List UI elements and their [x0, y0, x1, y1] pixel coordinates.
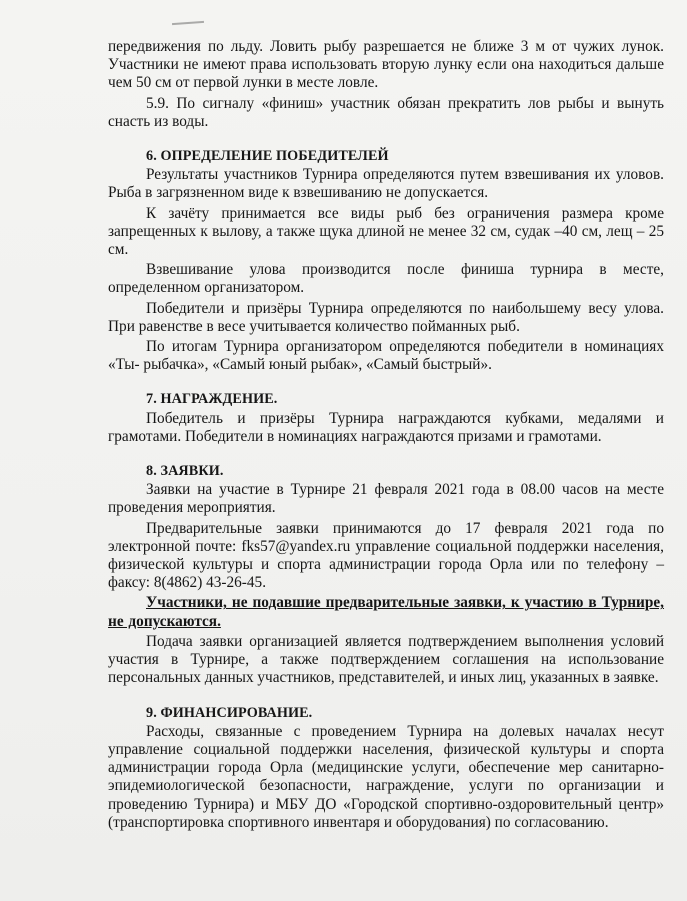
section-8-paragraph-3: Подача заявки организацией является подтверждением выполнения условий участия в Турнире, а также подтверждением соглашения на использование персональных данных участников, представителей, и иных лиц, указанных в заявке. — [108, 632, 664, 687]
section-7-paragraph-1: Победитель и призёры Турнира награждаются кубками, медалями и грамотами. Победители в номинациях награждаются призами и грамотами. — [108, 409, 664, 445]
section-6-paragraph-1: Результаты участников Турнира определяются путем взвешивания их уловов. Рыба в загрязненном виде к взвешиванию не допускается. — [108, 166, 664, 202]
section-8-paragraph-1: Заявки на участие в Турнире 21 февраля 2021 года в 08.00 часов на месте проведения мероприятия. — [108, 481, 664, 517]
section-7-heading: 7. НАГРАЖДЕНИЕ. — [146, 391, 278, 408]
section-9-heading: 9. ФИНАНСИРОВАНИЕ. — [146, 704, 313, 721]
section-9-paragraph-1: Расходы, связанные с проведением Турнира на долевых началах несут управление социальной поддержки населения, физической культуры и спорта администрации города Орла (медицинские услуги, обеспечение мер санитарно-эпидемиологической безопасности, награждение, услуги по организации и проведению Турнира) и МБУ ДО «Городской спортивно-оздоровительный центр» (транспортировка спортивного инвентаря и оборудования) по согласованию. — [108, 722, 664, 831]
section-6-paragraph-4: Победители и призёры Турнира определяются по наибольшему весу улова. При равенстве в весе учитывается количество пойманных рыб. — [108, 299, 664, 335]
section-8-paragraph-2: Предварительные заявки принимаются до 17 февраля 2021 года по электронной почте: fks57@yandex.ru управление социальной поддержки населения, физической культуры и спорта администрации города Орла или по телефону – факсу: 8(4862) 43-26-45. — [108, 519, 664, 592]
section-6-paragraph-3: Взвешивание улова производится после финиша турнира в месте, определенном организатором. — [108, 261, 664, 297]
scan-artifact — [172, 21, 204, 25]
document-body — [108, 38, 664, 834]
paragraph-fishing-rules: передвижения по льду. Ловить рыбу разрешается не ближе 3 м от чужих лунок. Участники не имеют права использовать вторую лунку если она находиться дальше чем 50 см от первой лунки в месте ловле. — [108, 38, 664, 92]
section-8-notice: Участники, не подавшие предварительные заявки, к участию в Турнире, не допускаются. — [108, 594, 664, 630]
section-6-paragraph-5: По итогам Турнира организатором определяются победители в номинациях «Ты- рыбачка», «Самый юный рыбак», «Самый быстрый». — [108, 338, 664, 374]
section-8-heading: 8. ЗАЯВКИ. — [146, 463, 224, 480]
section-6-paragraph-2: К зачёту принимается все виды рыб без ограничения размера кроме запрещенных к вылову, а также щука длиной не менее 32 см, судак –40 см, лещ – 25 см. — [108, 204, 664, 259]
paragraph-finish-signal: 5.9. По сигналу «финиш» участник обязан прекратить лов рыбы и вынуть снасть из воды. — [108, 94, 664, 130]
section-6-heading: 6. ОПРЕДЕЛЕНИЕ ПОБЕДИТЕЛЕЙ — [146, 148, 389, 165]
